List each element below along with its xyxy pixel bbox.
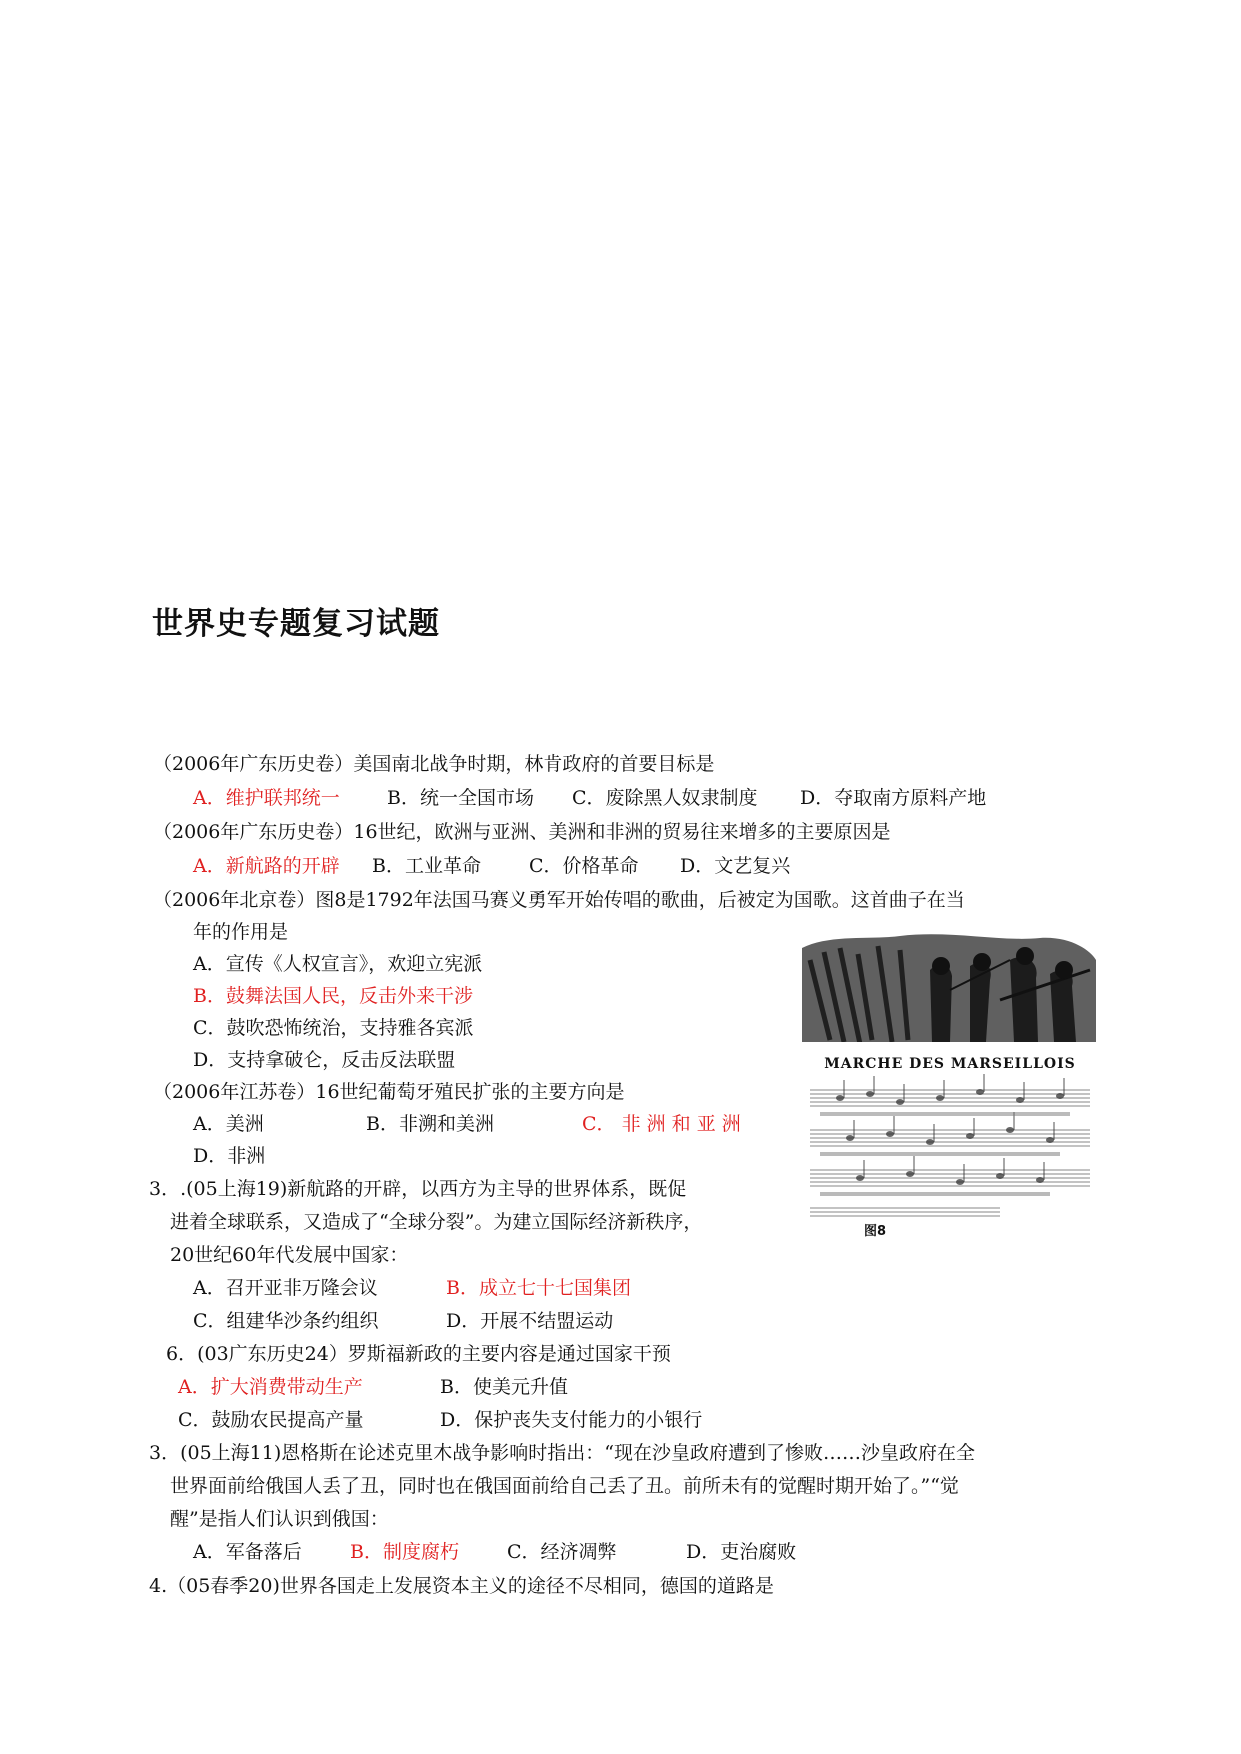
q6-option-b: B．使美元升值 (440, 1376, 568, 1398)
q3-option-c: C．鼓吹恐怖统治，支持雅各宾派 (193, 1017, 474, 1039)
q1-stem: （2006年广东历史卷）美国南北战争时期，林肯政府的首要目标是 (153, 753, 715, 775)
q1-option-d: D．夺取南方原料产地 (800, 787, 987, 809)
q5-stem-line1: 3．.(05上海19)新航路的开辟，以西方为主导的世界体系，既促 (149, 1178, 687, 1200)
q5-option-c: C．组建华沙条约组织 (193, 1310, 379, 1332)
q4-stem: （2006年江苏卷）16世纪葡萄牙殖民扩张的主要方向是 (153, 1081, 625, 1103)
figure-caption: 图8 (864, 1224, 887, 1239)
figure-8-image (800, 930, 1100, 1240)
q7-option-c: C．经济凋弊 (507, 1541, 617, 1563)
q3-option-b: B．鼓舞法国人民，反击外来干涉 (193, 985, 473, 1007)
q4-option-c: C． 非 洲 和 亚 洲 (582, 1113, 741, 1135)
q1-option-b: B．统一全国市场 (387, 787, 534, 809)
q5-stem-line2: 进着全球联系，又造成了“全球分裂”。为建立国际经济新秩序， (170, 1211, 703, 1233)
q6-option-a: A．扩大消费带动生产 (178, 1376, 363, 1398)
q2-option-d: D．文艺复兴 (680, 855, 791, 877)
q1-option-c: C．废除黑人奴隶制度 (572, 787, 758, 809)
q7-stem-line1: 3．(05上海11)恩格斯在论述克里木战争影响时指出：“现在沙皇政府遭到了惨败……沙皇政府在全 (149, 1442, 975, 1464)
q6-option-c: C．鼓励农民提高产量 (178, 1409, 364, 1431)
q5-option-a: A．召开亚非万隆会议 (193, 1277, 378, 1299)
q1-option-a: A．维护联邦统一 (193, 787, 340, 809)
q6-stem: 6．(03广东历史24）罗斯福新政的主要内容是通过国家干预 (166, 1343, 671, 1365)
q2-option-c: C．价格革命 (529, 855, 639, 877)
q4-option-b: B．非溯和美洲 (366, 1113, 494, 1135)
q7-option-d: D．吏治腐败 (686, 1541, 797, 1563)
q7-stem-line2: 世界面前给俄国人丢了丑，同时也在俄国面前给自己丢了丑。前所未有的觉醒时期开始了。”“觉 (170, 1475, 959, 1497)
figure-banner-text: MARCHE DES MARSEILLOIS (824, 1056, 1076, 1072)
q3-option-a: A．宣传《人权宣言》，欢迎立宪派 (193, 953, 483, 975)
q3-stem-line2: 年的作用是 (193, 921, 289, 943)
q7-option-b: B．制度腐朽 (350, 1541, 459, 1563)
q2-stem: （2006年广东历史卷）16世纪，欧洲与亚洲、美洲和非洲的贸易往来增多的主要原因是 (153, 821, 891, 843)
q7-stem-line3: 醒”是指人们认识到俄国： (170, 1508, 389, 1530)
q4-option-a: A．美洲 (193, 1113, 264, 1135)
marseillaise-illustration (800, 930, 1100, 1240)
q5-stem-line3: 20世纪60年代发展中国家： (170, 1244, 409, 1266)
q2-option-b: B．工业革命 (372, 855, 481, 877)
q3-stem-line1: （2006年北京卷）图8是1792年法国马赛义勇军开始传唱的歌曲，后被定为国歌。这首曲子在当 (153, 889, 965, 911)
q8-stem: 4.（05春季20)世界各国走上发展资本主义的途径不尽相同，德国的道路是 (149, 1575, 774, 1597)
q6-option-d: D．保护丧失支付能力的小银行 (440, 1409, 703, 1431)
q5-option-d: D．开展不结盟运动 (446, 1310, 614, 1332)
q5-option-b: B．成立七十七国集团 (446, 1277, 631, 1299)
q4-option-d: D．非洲 (193, 1145, 266, 1167)
q2-option-a: A．新航路的开辟 (193, 855, 340, 877)
q3-option-d: D．支持拿破仑，反击反法联盟 (193, 1049, 456, 1071)
q7-option-a: A．军备落后 (193, 1541, 302, 1563)
page-title: 世界史专题复习试题 (152, 606, 440, 642)
